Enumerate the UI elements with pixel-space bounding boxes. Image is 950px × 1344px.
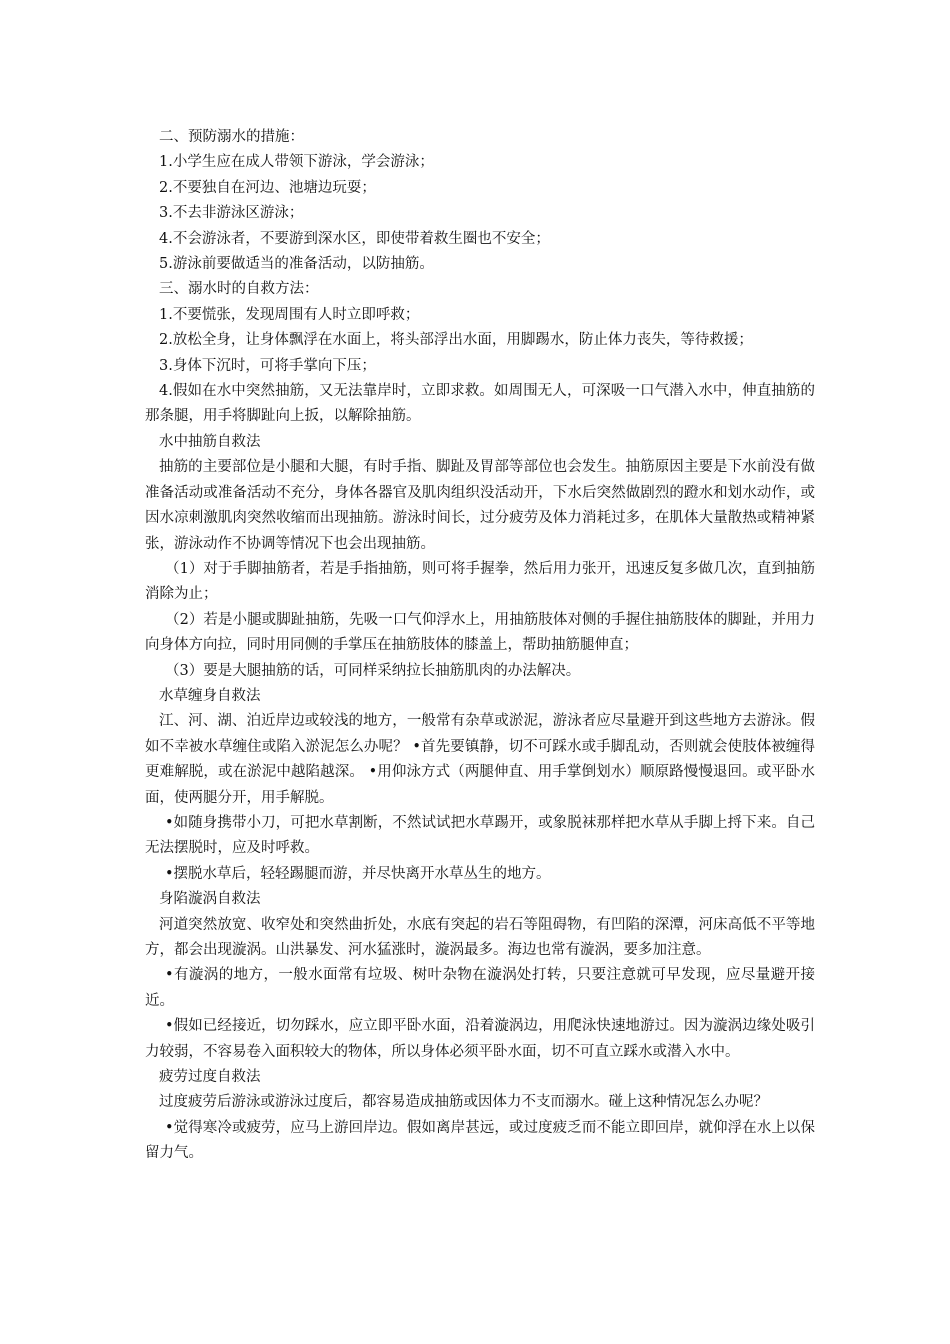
prevention-item-1: 1.小学生应在成人带领下游泳，学会游泳； — [159, 154, 434, 171]
cramp-step-2: （2）若是小腿或脚趾抽筋，先吸一口气仰浮水上，用抽筋肢体对侧的手握住抽筋肢体的脚趾，并用力向身体方向拉，同时用同侧的手掌压在抽筋肢体的膝盖上，帮助抽筋腿伸直； — [145, 611, 815, 654]
prevention-item-2: 2.不要独自在河边、池塘边玩耍； — [159, 179, 376, 196]
subheading-cramp: 水中抽筋自救法 — [159, 433, 261, 450]
prevention-item-4: 4.不会游泳者，不要游到深水区，即使带着救生圈也不安全； — [159, 230, 550, 247]
fatigue-bullet-1: •觉得寒冷或疲劳，应马上游回岸边。假如离岸甚远，或过度疲乏而不能立即回岸，就仰浮在水上以保留力气。 — [145, 1119, 815, 1162]
document-body — [145, 125, 815, 1167]
section-heading-prevention: 二、预防溺水的措施： — [159, 129, 304, 145]
whirlpool-bullet-1: •有漩涡的地方，一般水面常有垃圾、树叶杂物在漩涡处打转，只要注意就可早发现，应尽量避开接近。 — [145, 967, 815, 1009]
self-rescue-item-1: 1.不要慌张，发现周围有人时立即呼救； — [159, 306, 420, 323]
section-heading-self-rescue: 三、溺水时的自救方法： — [159, 281, 319, 298]
subheading-waterweed: 水草缠身自救法 — [159, 687, 261, 704]
cramp-step-1: （1）对于手脚抽筋者，若是手指抽筋，则可将手握拳，然后用力张开，迅速反复多做几次，直到抽筋消除为止； — [145, 560, 815, 603]
cramp-step-3: （3）要是大腿抽筋的话，可同样采纳拉长抽筋肌肉的办法解决。 — [165, 662, 581, 679]
prevention-item-3: 3.不去非游泳区游泳； — [159, 205, 304, 222]
whirlpool-bullet-2: •假如已经接近，切勿踩水，应立即平卧水面，沿着漩涡边，用爬泳快速地游过。因为漩涡边缘处吸引力较弱，不容易卷入面积较大的物体，所以身体必须平卧水面，切不可直立踩水或潜入水中。 — [145, 1018, 815, 1060]
self-rescue-item-3: 3.身体下沉时，可将手掌向下压； — [159, 357, 376, 374]
subheading-fatigue: 疲劳过度自救法 — [159, 1069, 261, 1086]
waterweed-bullet-2: •摆脱水草后，轻轻踢腿而游，并尽快离开水草丛生的地方。 — [165, 865, 551, 882]
self-rescue-item-2: 2.放松全身，让身体飘浮在水面上，将头部浮出水面，用脚踢水，防止体力丧失，等待救援； — [159, 332, 753, 349]
self-rescue-item-4: 4.假如在水中突然抽筋，又无法靠岸时，立即求救。如周围无人，可深吸一口气潜入水中，伸直抽筋的那条腿，用手将脚趾向上扳，以解除抽筋。 — [145, 383, 815, 425]
cramp-paragraph: 抽筋的主要部位是小腿和大腿，有时手指、脚趾及胃部等部位也会发生。抽筋原因主要是下水前没有做准备活动或准备活动不充分，身体各器官及肌肉组织没活动开，下水后突然做剧烈的蹬水和划水动作，或因水凉刺激肌肉突然收缩而出现抽筋。游泳时间长，过分疲劳及体力消耗过多，在肌体大量散热或精神紧张，游泳动作不协调等情况下也会出现抽筋。 — [145, 459, 815, 552]
fatigue-paragraph: 过度疲劳后游泳或游泳过度后，都容易造成抽筋或因体力不支而溺水。碰上这种情况怎么办呢？ — [159, 1094, 768, 1111]
subheading-whirlpool: 身陷漩涡自救法 — [159, 891, 261, 908]
waterweed-paragraph: 江、河、湖、泊近岸边或较浅的地方，一般常有杂草或淤泥，游泳者应尽量避开到这些地方去游泳。假如不幸被水草缠住或陷入淤泥怎么办呢？ •首先要镇静，切不可踩水或手脚乱动，否则就会使肢体被缠得更难解脱，或在淤泥中越陷越深。 •用仰泳方式（两腿伸直、用手掌倒划水）顺原路慢慢退回。或平卧水面，使两腿分开，用手解脱。 — [145, 713, 815, 806]
whirlpool-paragraph: 河道突然放宽、收窄处和突然曲折处，水底有突起的岩石等阻碍物，有凹陷的深潭，河床高低不平等地方，都会出现漩涡。山洪暴发、河水猛涨时，漩涡最多。海边也常有漩涡，要多加注意。 — [145, 916, 815, 958]
waterweed-bullet-1: •如随身携带小刀，可把水草割断，不然试试把水草踢开，或象脱袜那样把水草从手脚上捋下来。自己无法摆脱时，应及时呼救。 — [145, 814, 815, 857]
prevention-item-5: 5.游泳前要做适当的准备活动，以防抽筋。 — [159, 256, 434, 273]
